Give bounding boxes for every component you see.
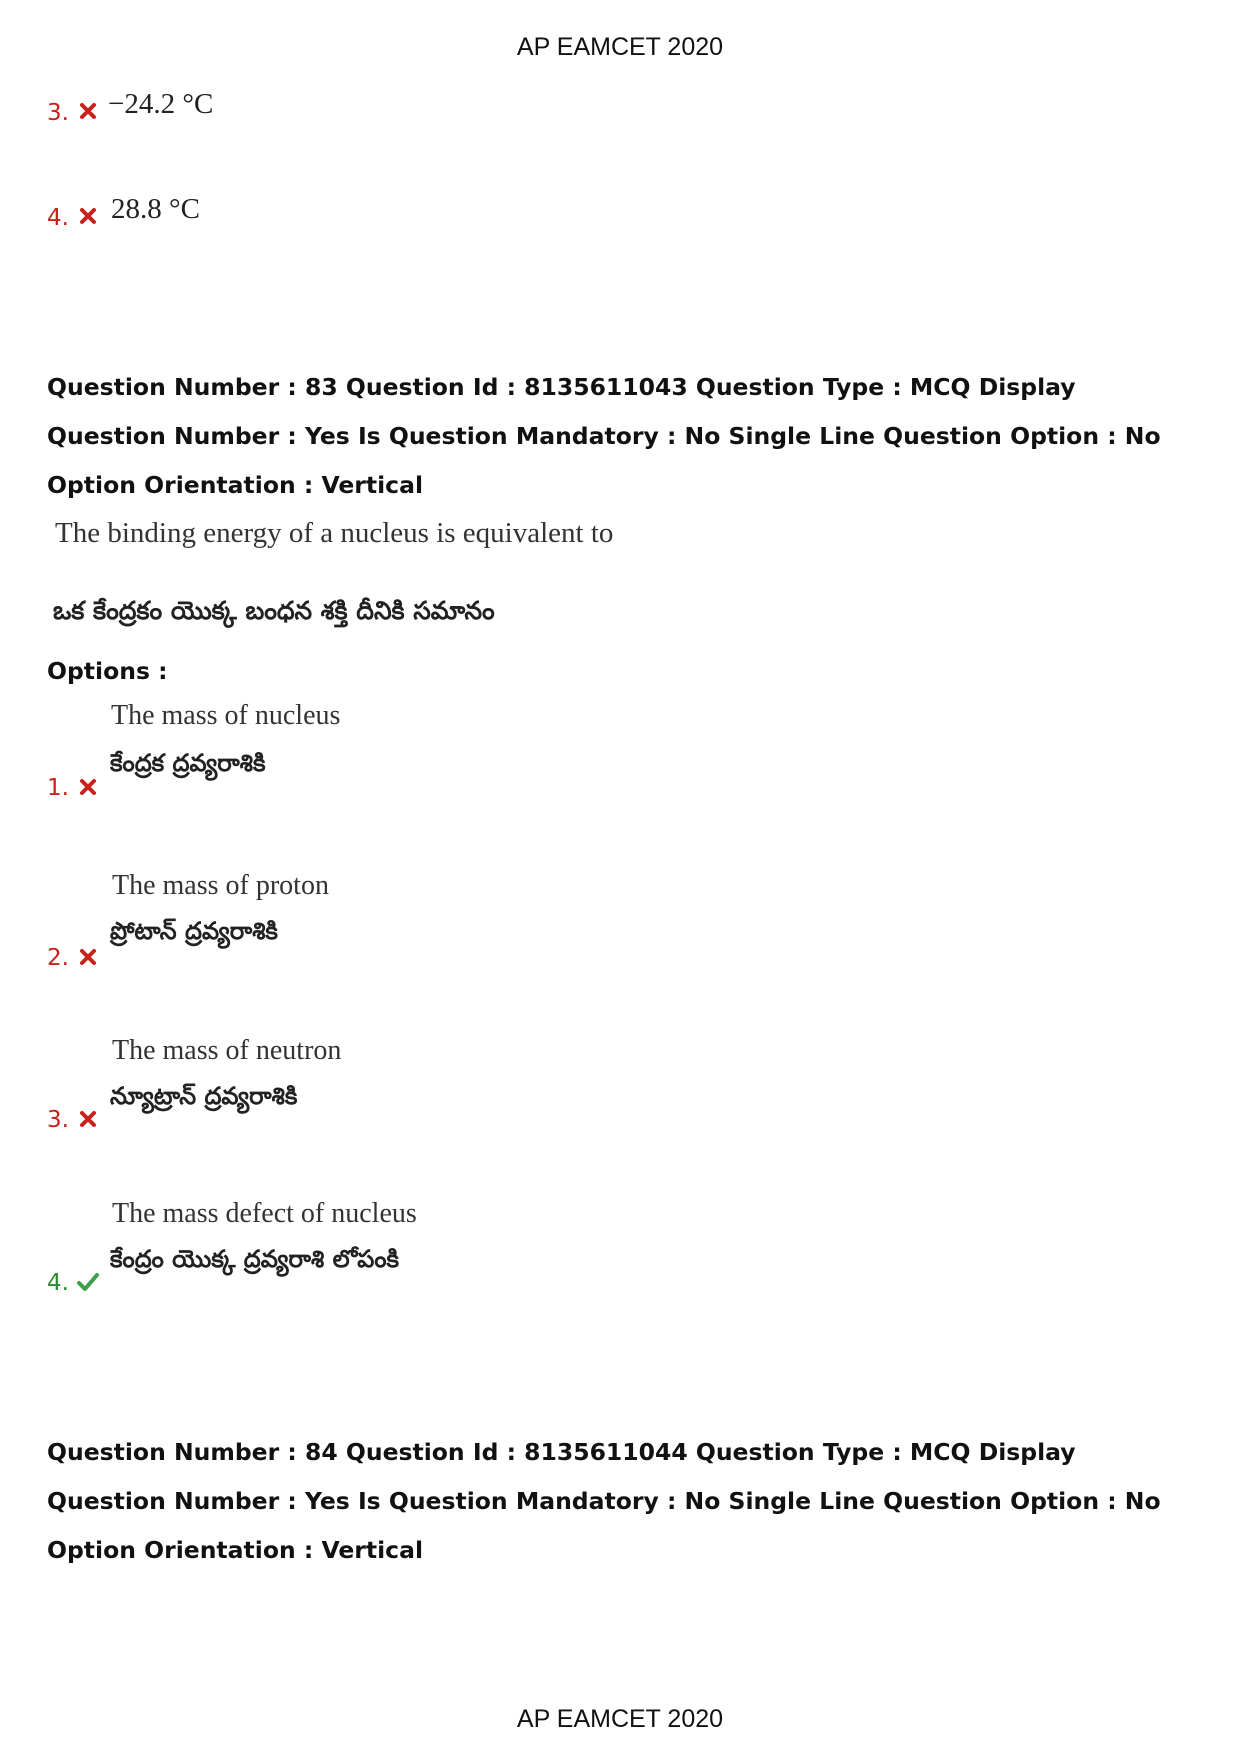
option-text-en: The mass defect of nucleus (112, 1198, 417, 1229)
question-83-text-te: ఒక కేంద్రకం యొక్క బంధన శక్తి దీనికి సమానం (53, 596, 495, 625)
option-number: 1. (47, 775, 69, 801)
option-1 (47, 700, 647, 810)
option-4 (47, 1198, 647, 1308)
question-84-meta: Question Number : 84 Question Id : 8135611044 Question Type : MCQ Display Question Number : Yes Is Question Mandatory : No Single Line Question Option : No Option Orientation : Vertical (47, 1438, 1161, 1564)
option-2 (47, 870, 647, 980)
option-number: 3. (47, 1107, 69, 1133)
option-text-en: The mass of nucleus (111, 700, 341, 731)
option-text-en: The mass of neutron (112, 1035, 342, 1066)
option-number: 3. (47, 100, 69, 126)
option-text-te: న్యూట్రాన్ ద్రవ్యరాశికి (110, 1082, 298, 1110)
cross-icon (78, 206, 98, 226)
option-number: 2. (47, 945, 69, 971)
option-text-te: కేంద్రం యొక్క ద్రవ్యరాశి లోపంకి (110, 1245, 400, 1273)
option-text: −24.2 °C (108, 88, 214, 120)
question-83-text-en: The binding energy of a nucleus is equivalent to (55, 517, 614, 549)
option-text-en: The mass of proton (112, 870, 329, 901)
page-header: AP EAMCET 2020 (516, 33, 724, 61)
option-number: 4. (47, 1270, 69, 1296)
cross-icon (78, 777, 98, 797)
prev-option-3 (47, 88, 447, 128)
option-text: 28.8 °C (111, 193, 200, 225)
page-footer: AP EAMCET 2020 (516, 1705, 724, 1733)
option-number: 4. (47, 205, 69, 231)
cross-icon (78, 1109, 98, 1129)
option-text-te: కేంద్రక ద్రవ్యరాశికి (110, 749, 266, 777)
cross-icon (78, 101, 98, 121)
options-label: Options : (47, 657, 168, 685)
check-icon (76, 1271, 100, 1293)
option-text-te: ప్రోటాన్ ద్రవ్యరాశికి (110, 917, 278, 945)
question-83-meta: Question Number : 83 Question Id : 8135611043 Question Type : MCQ Display Question Number : Yes Is Question Mandatory : No Single Line Question Option : No Option Orientation : Vertical (47, 373, 1161, 499)
option-3 (47, 1035, 647, 1145)
prev-option-4 (47, 193, 447, 233)
cross-icon (78, 947, 98, 967)
